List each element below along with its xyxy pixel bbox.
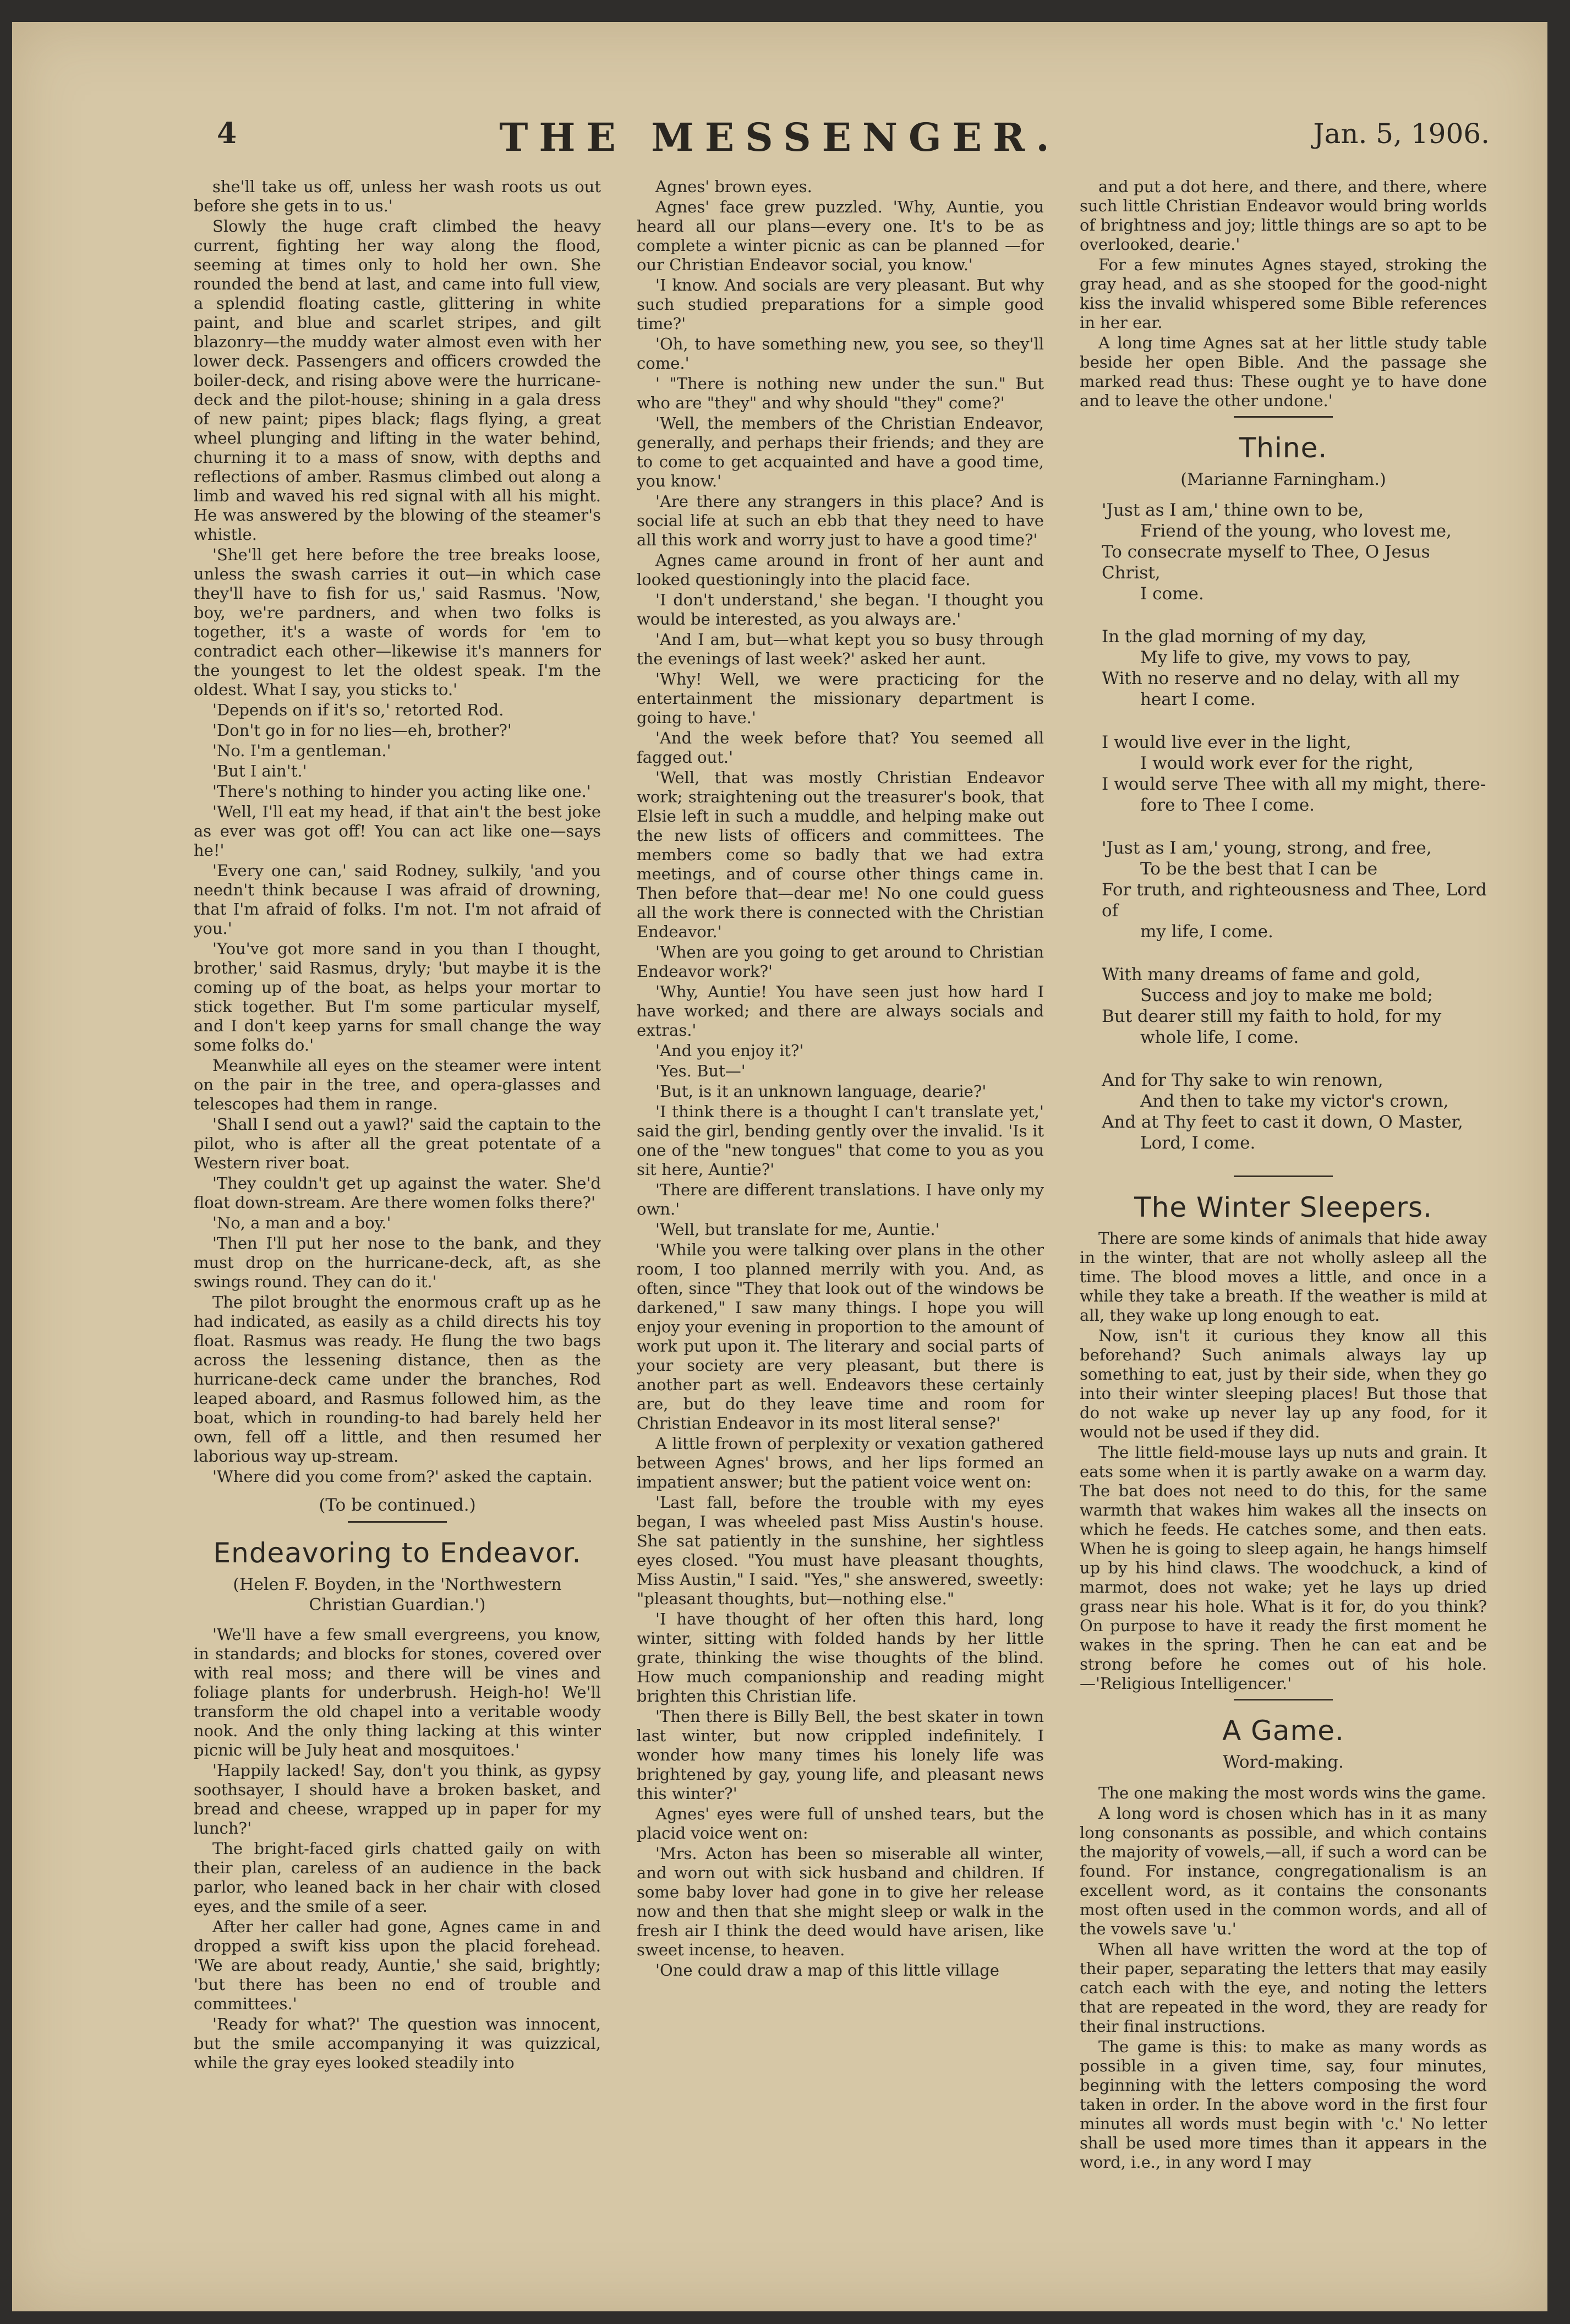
paragraph: 'Happily lacked! Say, don't you think, as gypsy soothsayer, I should have a broken basket, and bread and cheese, wrapped up in paper for my lunch?' bbox=[194, 1761, 601, 1838]
paragraph: 'I don't understand,' she began. 'I thought you would be interested, as you always are.' bbox=[637, 590, 1044, 628]
paragraph: After her caller had gone, Agnes came in and dropped a swift kiss upon the placid forehead. 'We are about ready, Auntie,' she said, brightly; 'but there has been no end of trouble and committees.' bbox=[194, 1917, 601, 2013]
poem-line: But dearer still my faith to hold, for my bbox=[1102, 1007, 1442, 1026]
poem-line: My life to give, my vows to pay, bbox=[1140, 648, 1412, 668]
poem-title: Thine. bbox=[1239, 432, 1328, 464]
paragraph: 'Why! Well, we were practicing for the entertainment the missionary department is going to have.' bbox=[637, 670, 1044, 727]
poem-line: For truth, and righteousness and Thee, Lord of bbox=[1102, 880, 1487, 921]
paragraph: The pilot brought the enormous craft up as he had indicated, as easily as a child directs his toy float. Rasmus was ready. He flung the two bags across the lessening distance, then as the hurricane-deck came under the branches, Rod leaped aboard, and Rasmus followed him, as the boat, which in rounding-to had barely held her own, fell off a little, and then resumed her laborious way up-stream. bbox=[194, 1293, 601, 1466]
paragraph: Meanwhile all eyes on the steamer were intent on the pair in the tree, and opera-glasses and telescopes had them in range. bbox=[194, 1056, 601, 1113]
newspaper-page bbox=[12, 22, 1547, 2311]
poem-line: fore to Thee I come. bbox=[1140, 795, 1315, 815]
paragraph: 'You've got more sand in you than I thought, brother,' said Rasmus, dryly; 'but maybe it is the coming up of the boat, as helps your mortar to stick together. But I'm some particular myself, and I don't keep yarns for small change the way some folks do.' bbox=[194, 939, 601, 1054]
paragraph: The one making the most words wins the game. bbox=[1098, 1784, 1486, 1802]
paragraph: There are some kinds of animals that hide away in the winter, that are not wholly asleep all the time. The blood moves a little, and once in a while they take a breath. If the weather is mild at all, they wake up long enough to eat. bbox=[1080, 1229, 1487, 1325]
paragraph: 'Every one can,' said Rodney, sulkily, 'and you needn't think because I was afraid of drowning, that I'm afraid of folks. I'm not. I'm not afraid of you.' bbox=[194, 861, 601, 938]
poem-stanza bbox=[1080, 838, 1487, 942]
poem-stanza bbox=[1080, 500, 1487, 604]
paragraph: 'Last fall, before the trouble with my eyes began, I was wheeled past Miss Austin's house. She sat patiently in the sunshine, her sightless eyes closed. "You must have pleasant thoughts, Miss Austin," I said. "Yes," she answered, sweetly: "pleasant thoughts, but—nothing else." bbox=[637, 1493, 1044, 1608]
paper-title: THE MESSENGER. bbox=[499, 114, 1060, 160]
poem-stanza bbox=[1080, 732, 1487, 816]
poem-stanza bbox=[1080, 964, 1487, 1048]
paragraph: Now, isn't it curious they know all this beforehand? Such animals always lay up something to eat, just by their side, when they go into their winter sleeping places! But those that do not wake up never lay up any food, for it would not be used if they did. bbox=[1080, 1326, 1487, 1441]
paragraph: A little frown of perplexity or vexation gathered between Agnes' brows, and her lips formed an impatient answer; but the patient voice went on: bbox=[637, 1434, 1044, 1491]
paragraph: 'But, is it an unknown language, dearie?' bbox=[655, 1082, 987, 1101]
paragraph: Agnes came around in front of her aunt and looked questioningly into the placid face. bbox=[637, 551, 1044, 589]
poem-line: And at Thy feet to cast it down, O Master, bbox=[1102, 1112, 1463, 1132]
paragraph: 'One could draw a map of this little village bbox=[655, 1961, 999, 1979]
paragraph: 'While you were talking over plans in the other room, I too planned merrily with you. And, as often, since "They that look out of the windows be darkened," I saw many things. I hope you will enjoy your evening in proportion to the amount of work put upon it. The literary and social parts of your society are very pleasant, but there is another part as well. Endeavors these certainly are, but do they leave time and room for Christian Endeavor in its most literal sense?' bbox=[637, 1240, 1044, 1432]
poem-line: 'Just as I am,' thine own to be, bbox=[1102, 500, 1364, 520]
paragraph: 'No. I'm a gentleman.' bbox=[212, 741, 391, 760]
paragraph: and put a dot here, and there, and there, where such little Christian Endeavor would bring worlds of brightness and joy; little things are so apt to be overlooked, dearie.' bbox=[1080, 177, 1487, 254]
paragraph: Agnes' brown eyes. bbox=[655, 177, 812, 196]
poem-line: I would serve Thee with all my might, there- bbox=[1102, 774, 1486, 794]
poem-line: Friend of the young, who lovest me, bbox=[1140, 521, 1452, 541]
issue-date: Jan. 5, 1906. bbox=[1313, 118, 1490, 150]
paragraph: When all have written the word at the top of their paper, separating the letters that may easily catch each with the eye, and noting the letters that are repeated in the word, they are ready for their final instructions. bbox=[1080, 1940, 1487, 2036]
paragraph: 'Well, the members of the Christian Endeavor, generally, and perhaps their friends; and they are to come to get acquainted and have a good time, you know.' bbox=[637, 414, 1044, 490]
paragraph: 'Yes. But—' bbox=[655, 1062, 746, 1080]
paragraph: 'They couldn't get up against the water. She'd float down-stream. Are there women folks there?' bbox=[194, 1174, 601, 1212]
sleepers-title: The Winter Sleepers. bbox=[1134, 1191, 1432, 1223]
paragraph: 'And the week before that? You seemed all fagged out.' bbox=[637, 729, 1044, 767]
poem-line: 'Just as I am,' young, strong, and free, bbox=[1102, 838, 1432, 858]
poem-line: I would live ever in the light, bbox=[1102, 732, 1352, 752]
game-subtitle: Word-making. bbox=[1223, 1752, 1344, 1772]
paragraph: 'Why, Auntie! You have seen just how hard I have worked; and there are always socials and extras.' bbox=[637, 982, 1044, 1040]
page-number: 4 bbox=[217, 117, 237, 150]
paragraph: ' "There is nothing new under the sun." But who are "they" and why should "they" come?' bbox=[637, 374, 1044, 412]
paragraph: The game is this: to make as many words as possible in a given time, say, four minutes, beginning with the letters composing the word taken in order. In the above word in the first four minutes all words must begin with 'c.' No letter shall be used more times than it appears in the word, i.e., in any word I may bbox=[1080, 2037, 1487, 2172]
paragraph: 'Well, but translate for me, Auntie.' bbox=[655, 1220, 940, 1239]
continued-note: (To be continued.) bbox=[319, 1495, 476, 1515]
masthead bbox=[12, 105, 1547, 171]
poem-line: To be the best that I can be bbox=[1140, 859, 1378, 879]
paragraph: 'But I ain't.' bbox=[212, 762, 307, 780]
paragraph: 'We'll have a few small evergreens, you know, in standards; and blocks for stones, covered over with real moss; and there will be vines and foliage plants for underbrush. Heigh-ho! We'll transform the old chapel into a veritable woody nook. And the only thing lacking at this winter picnic will be July heat and mosquitoes.' bbox=[194, 1625, 601, 1759]
poem-stanza bbox=[1080, 1070, 1487, 1153]
poem-body bbox=[1080, 500, 1487, 1153]
poem-line: With no reserve and no delay, with all my bbox=[1102, 669, 1460, 688]
column-3 bbox=[1080, 177, 1487, 2301]
article-ending bbox=[1080, 177, 1487, 411]
article-title-endeavoring: Endeavoring to Endeavor. bbox=[213, 1537, 582, 1569]
paragraph: The little field-mouse lays up nuts and grain. It eats some when it is partly awake on a warm day. The bat does not need to do this, for the same warmth that wakes him wakes all the insects on which he feeds. He catches some, and then eats. When he is going to sleep again, he hangs himself up by his hind claws. The woodchuck, a kind of marmot, does not wake; yet he lays up dried grass near his hole. What is it for, do you think? On purpose to have it ready the first moment he wakes in the spring. Then he can eat and be strong before he comes out of his hole.—'Religious Intelligencer.' bbox=[1080, 1443, 1487, 1693]
paragraph: 'I think there is a thought I can't translate yet,' said the girl, bending gently over the invalid. 'Is it one of the "new tongues" that come to you as you sit here, Auntie?' bbox=[637, 1102, 1044, 1179]
paragraph: Slowly the huge craft climbed the heavy current, fighting her way along the flood, seeming at times only to hold her own. She rounded the bend at last, and came into full view, a splendid floating castle, glittering in white paint, and blue and scarlet stripes, and gilt blazonry—the muddy water almost even with her lower deck. Passengers and officers crowded the boiler-deck, and rising above were the hurricane-deck and the pilot-house; shining in a gala dress of new paint; pipes black; flags flying, a great wheel plunging and lifting in the water behind, churning it to a mass of snow, with depths and reflections of amber. Rasmus climbed out along a limb and waved his red signal with all his might. He was answered by the blowing of the steamer's whistle. bbox=[194, 217, 601, 544]
poem-line: I come. bbox=[1140, 584, 1204, 604]
divider bbox=[1234, 1175, 1333, 1177]
paragraph: 'I have thought of her often this hard, long winter, sitting with folded hands by her little grate, thinking the wise thoughts of the blind. How much companionship and reading might brighten this Christian life. bbox=[637, 1610, 1044, 1705]
divider bbox=[1234, 1699, 1333, 1700]
paragraph: 'Depends on if it's so,' retorted Rod. bbox=[212, 701, 504, 719]
column-2 bbox=[637, 177, 1044, 2301]
poem-line: Success and joy to make me bold; bbox=[1140, 986, 1433, 1005]
paragraph: A long word is chosen which has in it as many long consonants as possible, and which contains the majority of vowels,—all, if such a word can be found. For instance, congregationalism is an excellent word, as it contains the consonants most often used in the common words, and all of the vowels save 'u.' bbox=[1080, 1804, 1487, 1938]
poem-stanza bbox=[1080, 626, 1487, 710]
paragraph: 'Are there any strangers in this place? And is social life at such an ebb that they need to have all this work and worry just to have a good time?' bbox=[637, 492, 1044, 549]
poem-line: my life, I come. bbox=[1140, 922, 1273, 942]
paragraph: 'Mrs. Acton has been so miserable all winter, and worn out with sick husband and children. If some baby lover had gone in to give her release now and then that she might sleep or walk in the fresh air I think the deed would have arisen, like sweet incense, to heaven. bbox=[637, 1844, 1044, 1959]
poem-byline: (Marianne Farningham.) bbox=[1180, 470, 1386, 489]
game-title: A Game. bbox=[1222, 1715, 1344, 1747]
poem-line: With many dreams of fame and gold, bbox=[1102, 965, 1421, 985]
paragraph: 'Well, that was mostly Christian Endeavor work; straightening out the treasurer's book, that Elsie left in such a muddle, and helping make out the new lists of officers and committees. The members come so badly that we had extra meetings, and of course other things came in. Then before that—dear me! No one could guess all the work there is connected with the Christian Endeavor.' bbox=[637, 768, 1044, 941]
paragraph: A long time Agnes sat at her little study table beside her open Bible. And the passage she marked read thus: These ought ye to have done and to leave the other undone.' bbox=[1080, 333, 1487, 410]
article-columns bbox=[194, 177, 1487, 2301]
paragraph: 'Don't go in for no lies—eh, brother?' bbox=[212, 721, 512, 740]
paragraph: 'Shall I send out a yawl?' said the captain to the pilot, who is after all the great potentate of a Western river boat. bbox=[194, 1115, 601, 1172]
paragraph: 'There's nothing to hinder you acting like one.' bbox=[212, 782, 591, 801]
paragraph: 'Well, I'll eat my head, if that ain't the best joke as ever was got off! You can act like one—says he!' bbox=[194, 802, 601, 860]
poem-line: Lord, I come. bbox=[1140, 1133, 1256, 1153]
paragraph: 'Where did you come from?' asked the captain. bbox=[212, 1467, 593, 1486]
story-continuation bbox=[194, 177, 601, 1486]
poem-line: I would work ever for the right, bbox=[1140, 753, 1414, 773]
poem-line: To consecrate myself to Thee, O Jesus Christ, bbox=[1102, 542, 1430, 583]
sleepers-body bbox=[1080, 1229, 1487, 1693]
poem-line: In the glad morning of my day, bbox=[1102, 627, 1367, 647]
poem-line: And for Thy sake to win renown, bbox=[1102, 1070, 1383, 1090]
paragraph: 'When are you going to get around to Christian Endeavor work?' bbox=[637, 943, 1044, 981]
paragraph: 'There are different translations. I have only my own.' bbox=[637, 1180, 1044, 1218]
column-1 bbox=[194, 177, 601, 2301]
paragraph: 'I know. And socials are very pleasant. But why such studied preparations for a simple good time?' bbox=[637, 276, 1044, 333]
paragraph: 'Then I'll put her nose to the bank, and they must drop on the hurricane-deck, aft, as she swings round. They can do it.' bbox=[194, 1234, 601, 1291]
article-byline: (Helen F. Boyden, in the 'Northwestern Christian Guardian.') bbox=[233, 1575, 562, 1615]
article-body-continued bbox=[637, 177, 1044, 1980]
poem-line: And then to take my victor's crown, bbox=[1140, 1091, 1449, 1111]
paragraph: For a few minutes Agnes stayed, stroking the gray head, and as she stooped for the good-night kiss the invalid whispered some Bible references in her ear. bbox=[1080, 255, 1487, 332]
divider bbox=[1234, 416, 1333, 418]
article-body-endeavoring bbox=[194, 1625, 601, 2073]
paragraph: 'And you enjoy it?' bbox=[655, 1041, 804, 1060]
paragraph: Agnes' face grew puzzled. 'Why, Auntie, you heard all our plans—every one. It's to be as complete a winter picnic as can be planned —for our Christian Endeavor social, you know.' bbox=[637, 198, 1044, 274]
divider bbox=[348, 1521, 447, 1523]
paragraph: The bright-faced girls chatted gaily on with their plan, careless of an audience in the back parlor, who leaned back in her chair with closed eyes, and the smile of a seer. bbox=[194, 1839, 601, 1916]
poem-line: whole life, I come. bbox=[1140, 1027, 1299, 1047]
paragraph: 'She'll get here before the tree breaks loose, unless the swash carries it out—in which case they'll have to fish for us,' said Rasmus. 'Now, boy, we're pardners, and when two folks is together, it's a waste of words for 'em to contradict each other—likewise it's manners for the youngest to let the oldest speak. I'm the oldest. What I say, you sticks to.' bbox=[194, 545, 601, 699]
poem-line: heart I come. bbox=[1140, 690, 1256, 709]
paragraph: 'Ready for what?' The question was innocent, but the smile accompanying it was quizzical, while the gray eyes looked steadily into bbox=[194, 2015, 601, 2072]
paragraph: 'Then there is Billy Bell, the best skater in town last winter, but now crippled indefinitely. I wonder how many times his lonely life was brightened by gay, young life, and pleasant news this winter?' bbox=[637, 1707, 1044, 1803]
paragraph: she'll take us off, unless her wash roots us out before she gets in to us.' bbox=[194, 177, 601, 215]
paragraph: Agnes' eyes were full of unshed tears, but the placid voice went on: bbox=[637, 1804, 1044, 1842]
paragraph: 'No, a man and a boy.' bbox=[212, 1213, 391, 1232]
game-body bbox=[1080, 1784, 1487, 2172]
paragraph: 'Oh, to have something new, you see, so they'll come.' bbox=[637, 335, 1044, 373]
paragraph: 'And I am, but—what kept you so busy through the evenings of last week?' asked her aunt. bbox=[637, 630, 1044, 668]
